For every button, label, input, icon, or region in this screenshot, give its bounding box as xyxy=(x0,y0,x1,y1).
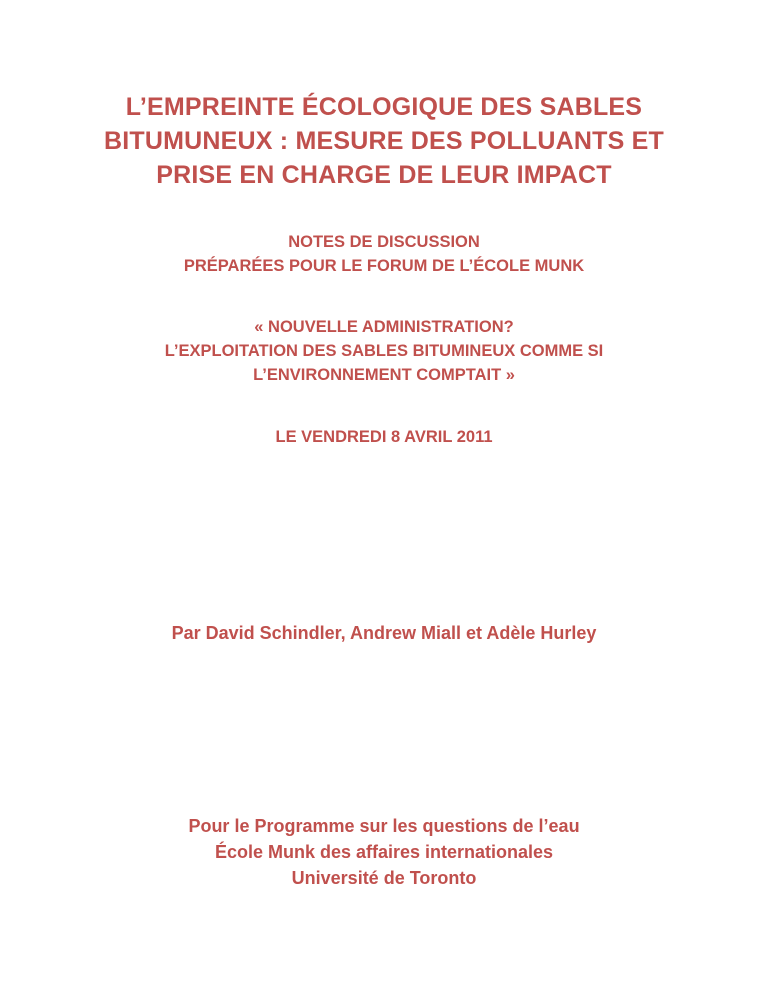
title-line-2: BITUMUNEUX : MESURE DES POLLUANTS ET xyxy=(104,127,664,155)
forum-title-line-2: L’EXPLOITATION DES SABLES BITUMINEUX COMME SI xyxy=(164,342,604,360)
title-line-3: PRISE EN CHARGE DE LEUR IMPACT xyxy=(156,161,612,189)
notes-line-2: PRÉPARÉES POUR LE FORUM DE L’ÉCOLE MUNK xyxy=(183,257,585,275)
university-line: Université de Toronto xyxy=(291,868,477,888)
school-line: École Munk des affaires internationales xyxy=(214,842,554,862)
forum-title-line-3: L’ENVIRONNEMENT COMPTAIT » xyxy=(253,366,515,384)
notes-line-1: NOTES DE DISCUSSION xyxy=(288,233,480,251)
program-line: Pour le Programme sur les questions de l’eau xyxy=(188,816,580,836)
forum-title-line-1: « NOUVELLE ADMINISTRATION? xyxy=(254,318,514,336)
title-line-1: L’EMPREINTE ÉCOLOGIQUE DES SABLES xyxy=(125,93,643,121)
event-date: LE VENDREDI 8 AVRIL 2011 xyxy=(275,428,493,446)
authors-line: Par David Schindler, Andrew Miall et Adèle Hurley xyxy=(171,623,597,643)
